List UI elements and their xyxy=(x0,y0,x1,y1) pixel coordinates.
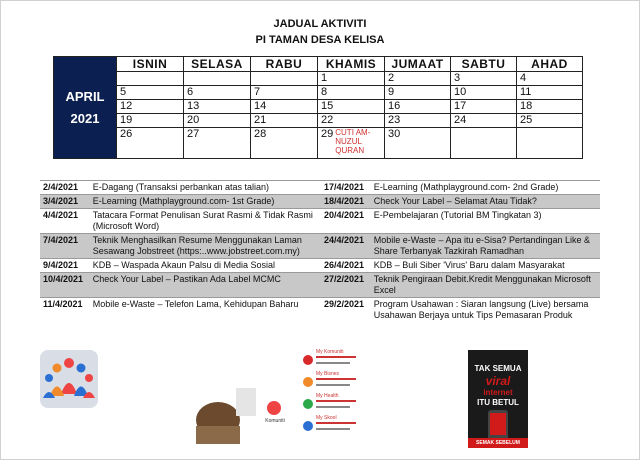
poster-item: My Health xyxy=(316,393,339,399)
date-cell: 20 xyxy=(184,114,251,128)
activity-description: E-Pembelajaran (Tutorial BM Tingkatan 3) xyxy=(371,209,600,234)
date-cell: 22 xyxy=(318,114,385,128)
activity-row xyxy=(40,298,600,323)
activity-date: 10/4/2021 xyxy=(40,273,90,298)
activity-date: 26/4/2021 xyxy=(321,259,371,273)
day-header: ISNIN xyxy=(117,57,184,72)
date-cell xyxy=(251,72,318,86)
document-title: JADUAL AKTIVITI xyxy=(273,18,367,30)
calendar-month: APRIL xyxy=(65,88,105,104)
activity-row xyxy=(40,273,600,298)
date-cell: 18 xyxy=(517,100,583,114)
komuniti-badge-icon xyxy=(267,401,281,415)
book-line: TAK SEMUA xyxy=(474,364,522,373)
activity-date: 3/4/2021 xyxy=(40,195,90,209)
activity-description: Mobile e-Waste – Apa itu e-Sisa? Pertandingan Like & Share Terbanyak Tazkirah Ramadhan xyxy=(371,234,600,259)
activity-row xyxy=(40,195,600,209)
date-cell: 21 xyxy=(251,114,318,128)
date-cell: 30 xyxy=(385,128,451,159)
activity-row xyxy=(40,259,600,273)
poster-item: My Skool xyxy=(316,415,337,421)
holiday-note: CUTI AM-NUZUL QURAN xyxy=(335,128,371,155)
activity-description: KDB – Buli Siber 'Virus' Baru dalam Masyarakat xyxy=(371,259,600,273)
date-cell xyxy=(451,128,517,159)
date-cell: 26 xyxy=(117,128,184,159)
activity-description: Teknik Menghasilkan Resume Menggunakan Laman Sesawang Jobstreet (https:..www.jobstreet.com.my) xyxy=(90,234,321,259)
activity-date: 9/4/2021 xyxy=(40,259,90,273)
date-cell: 1 xyxy=(318,72,385,86)
date-cell: 12 xyxy=(117,100,184,114)
poster-item: My Bisnes xyxy=(316,371,340,377)
date-cell: 3 xyxy=(451,72,517,86)
poster-item: My Komuniti xyxy=(316,349,344,355)
activity-date: 18/4/2021 xyxy=(321,195,371,209)
activity-description: Check Your Label – Pastikan Ada Label MCMC xyxy=(90,273,321,298)
calendar-year: 2021 xyxy=(70,110,100,126)
calendar-month-cell xyxy=(54,57,117,159)
activity-row xyxy=(40,234,600,259)
date-cell: 15 xyxy=(318,100,385,114)
activity-table xyxy=(40,180,600,322)
book-line: internet xyxy=(483,388,513,397)
date-cell: 10 xyxy=(451,86,517,100)
date-cell-holiday xyxy=(318,128,385,159)
date-cell: 7 xyxy=(251,86,318,100)
date-cell: 13 xyxy=(184,100,251,114)
activity-date: 11/4/2021 xyxy=(40,298,90,323)
date-cell: 6 xyxy=(184,86,251,100)
activity-date: 20/4/2021 xyxy=(321,209,371,234)
date-cell: 25 xyxy=(517,114,583,128)
activity-date: 17/4/2021 xyxy=(321,181,371,195)
day-header: RABU xyxy=(251,57,318,72)
date-cell: 23 xyxy=(385,114,451,128)
book-cover xyxy=(468,350,528,456)
poster-heading: Komuniti xyxy=(265,418,285,424)
date-cell: 9 xyxy=(385,86,451,100)
community-logo xyxy=(40,350,98,408)
date-cell xyxy=(117,72,184,86)
date-cell: 28 xyxy=(251,128,318,159)
day-header: SELASA xyxy=(184,57,251,72)
date-cell: 24 xyxy=(451,114,517,128)
day-header: JUMAAT xyxy=(385,57,451,72)
activity-row xyxy=(40,181,600,195)
date-cell: 4 xyxy=(517,72,583,86)
activity-description: Check Your Label – Selamat Atau Tidak? xyxy=(371,195,600,209)
date-cell: 17 xyxy=(451,100,517,114)
people-group-icon xyxy=(40,350,98,408)
activity-description: E-Learning (Mathplayground.com- 2nd Grade) xyxy=(371,181,600,195)
book-line: viral xyxy=(485,374,511,388)
date-number: 29 xyxy=(321,128,334,140)
activity-description: Mobile e-Waste – Telefon Lama, Kehidupan Baharu xyxy=(90,298,321,323)
day-header: KHAMIS xyxy=(318,57,385,72)
activity-description: E-Learning (Mathplayground.com- 1st Grade) xyxy=(90,195,321,209)
komuniti-poster xyxy=(188,346,362,446)
day-header: AHAD xyxy=(517,57,583,72)
calendar-table xyxy=(53,56,583,159)
date-cell xyxy=(517,128,583,159)
date-cell: 11 xyxy=(517,86,583,100)
book-footer: SEMAK SEBELUM SEBAR xyxy=(468,438,528,448)
date-cell: 14 xyxy=(251,100,318,114)
day-header: SABTU xyxy=(451,57,517,72)
activity-description: Program Usahawan : Siaran langsung (Live) bersama Usahawan Berjaya untuk Tips Pemasaran Produk xyxy=(371,298,600,323)
activity-date: 4/4/2021 xyxy=(40,209,90,234)
date-cell: 8 xyxy=(318,86,385,100)
date-cell: 5 xyxy=(117,86,184,100)
date-cell xyxy=(184,72,251,86)
date-cell: 27 xyxy=(184,128,251,159)
document-subtitle: PI TAMAN DESA KELISA xyxy=(255,34,385,46)
activity-date: 27/2/2021 xyxy=(321,273,371,298)
activity-row xyxy=(40,209,600,234)
activity-description: E-Dagang (Transaksi perbankan atas talian) xyxy=(90,181,321,195)
activity-date: 7/4/2021 xyxy=(40,234,90,259)
activity-date: 24/4/2021 xyxy=(321,234,371,259)
date-cell: 2 xyxy=(385,72,451,86)
activity-date: 29/2/2021 xyxy=(321,298,371,323)
activity-description: Teknik Pengiraan Debit.Kredit Menggunakan Microsoft Excel xyxy=(371,273,600,298)
date-cell: 16 xyxy=(385,100,451,114)
activity-date: 2/4/2021 xyxy=(40,181,90,195)
activity-description: KDB – Waspada Akaun Palsu di Media Sosial xyxy=(90,259,321,273)
activity-description: Tatacara Format Penulisan Surat Rasmi & Tidak Rasmi (Microsoft Word) xyxy=(90,209,321,234)
book-line: ITU BETUL xyxy=(477,398,519,407)
date-cell: 19 xyxy=(117,114,184,128)
